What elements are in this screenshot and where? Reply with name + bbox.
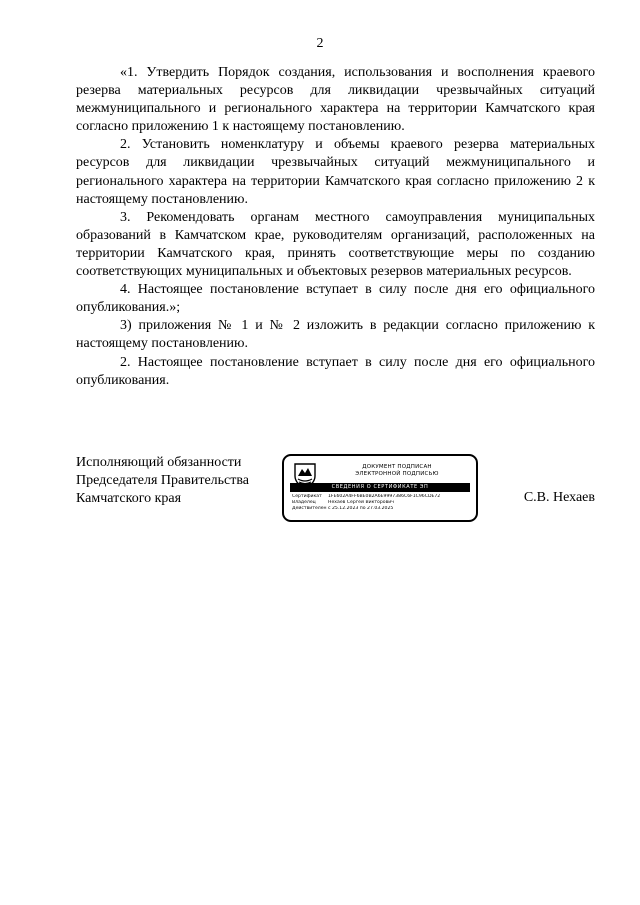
stamp-label: Владелец (292, 500, 316, 505)
stamp-value: 1FE602A4FF6BE0B2A6E9997386C6F1C96CDE72 (328, 494, 441, 499)
document-body (76, 64, 595, 390)
stamp-value: Нехаев Сергей Викторович (328, 500, 394, 505)
paragraph-1: «1. Утвердить Порядок создания, использования и восполнения краевого резерва материальных ресурсов для ликвидации чрезвычайных ситуаций межмуниципального и регионального характера на территории Камчатского края согласно приложению 1 к настоящему постановлению. (76, 65, 595, 135)
page-number: 2 (316, 36, 324, 51)
stamp-certificate-header: СВЕДЕНИЯ О СЕРТИФИКАТЕ ЭП (290, 483, 470, 492)
stamp-label: Действителен (292, 506, 327, 511)
paragraph-5: 3) приложения № 1 и № 2 изложить в редакции согласно приложению к настоящему постановлению. (76, 318, 595, 352)
stamp-label: Сертификат (292, 494, 322, 499)
stamp-title-line: ДОКУМЕНТ ПОДПИСАН (362, 464, 432, 470)
signature-block (76, 454, 595, 524)
paragraph-3: 3. Рекомендовать органам местного самоуправления муниципальных образований в Камчатском крае, руководителям организаций, расположенных на территории Камчатского края, принять соответствующие меры по созданию соответствующих муниципальных и объектовых резервов материальных ресурсов. (76, 209, 595, 280)
paragraph-2: 2. Установить номенклатуру и объемы краевого резерва материальных ресурсов для ликвидации чрезвычайных ситуаций межмуниципального и регионального характера на территории Камчатского края согласно приложению 2 к настоящему постановлению. (76, 137, 595, 207)
stamp-title-line: ЭЛЕКТРОННОЙ ПОДПИСЬЮ (355, 471, 439, 477)
stamp-title (324, 464, 470, 478)
stamp-value: с 25.12.2023 по 27.03.2025 (328, 506, 394, 511)
signer-name: С.В. Нехаев (523, 490, 595, 505)
stamp-row-validity (292, 506, 470, 512)
signer-position-line: Исполняющий обязанности (76, 455, 242, 470)
signer-position-line: Председателя Правительства (76, 473, 250, 489)
signer-position-line: Камчатского края (76, 491, 182, 507)
electronic-signature-stamp (282, 454, 478, 522)
paragraph-4: 4. Настоящее постановление вступает в силу после дня его официального опубликования.»; (76, 282, 595, 316)
signer-position (76, 454, 249, 508)
paragraph-6: 2. Настоящее постановление вступает в силу после дня его официального опубликования. (76, 354, 595, 388)
